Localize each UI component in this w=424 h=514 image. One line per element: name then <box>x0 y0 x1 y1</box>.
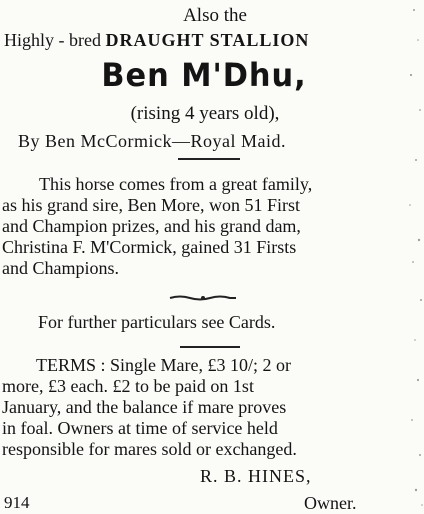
terms-paragraph <box>2 355 402 460</box>
scan-edge-speckle <box>402 0 424 511</box>
description-line: This horse comes from a great family, <box>39 174 313 194</box>
owner-name: R. B. HINES, <box>200 466 312 486</box>
description-line: and Champions. <box>2 258 119 278</box>
reference-number: 914 <box>4 493 30 512</box>
terms-line: in foal. Owners at time of service held <box>2 418 278 438</box>
divider-rule <box>178 158 240 160</box>
terms-line: more, £3 each. £2 to be paid on 1st <box>2 376 254 396</box>
description-line: as his grand sire, Ben More, won 51 First <box>2 195 300 215</box>
intro-line: Also the <box>183 5 247 26</box>
pedigree-line: By Ben McCormick—Royal Maid. <box>18 131 286 151</box>
description-line: Christina F. M'Cormick, gained 31 Firsts <box>2 237 297 257</box>
description-paragraph <box>2 174 402 279</box>
further-particulars: For further particulars see Cards. <box>38 312 276 332</box>
age-line: (rising 4 years old), <box>130 103 280 124</box>
divider-rule <box>180 346 240 348</box>
terms-line: responsible for mares sold or exchanged. <box>2 439 297 459</box>
ornamental-divider <box>168 295 238 301</box>
breed-prefix: Highly - bred <box>4 30 101 50</box>
terms-line: TERMS : Single Mare, £3 10/; 2 or <box>36 355 291 375</box>
breed-line <box>4 30 396 51</box>
description-line: and Champion prizes, and his grand dam, <box>2 216 301 236</box>
breed-title: DRAUGHT STALLION <box>105 30 310 50</box>
owner-label: Owner. <box>304 493 357 513</box>
terms-line: January, and the balance if mare proves <box>2 397 287 417</box>
horse-name: Ben M'Dhu, <box>101 56 307 94</box>
